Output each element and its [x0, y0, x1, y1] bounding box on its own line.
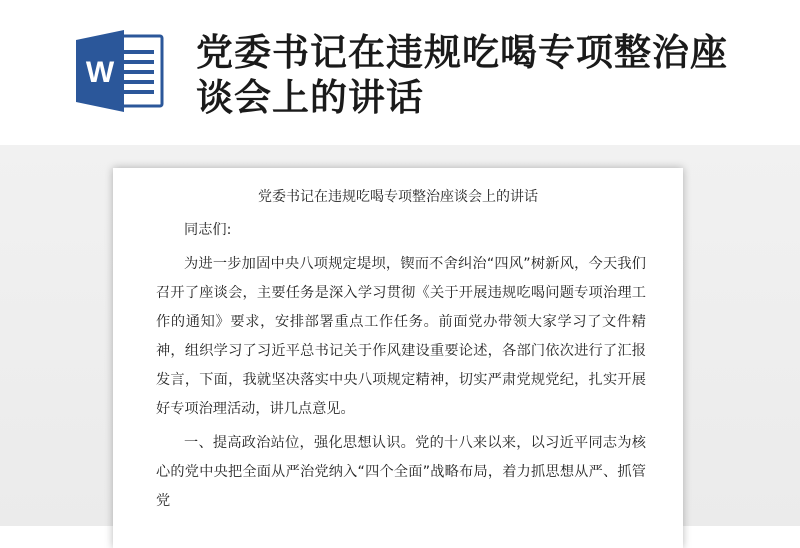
document-title: 党委书记在违规吃喝专项整治座谈会上的讲话: [258, 189, 538, 205]
salutation: 同志们:: [184, 222, 232, 238]
header-banner: [0, 0, 800, 145]
paragraph: 一、提高政治站位，强化思想认识。党的十八来以来，以习近平同志为核心的党中央把全面从严治党纳入“四个全面”战略布局，着力抓思想从严、抓管党: [156, 435, 646, 509]
document-body: [156, 216, 646, 521]
word-document-icon: [76, 30, 164, 112]
icon-letter: W: [85, 56, 115, 89]
page-title: 党委书记在违规吃喝专项整治座谈会上的讲话: [196, 31, 728, 119]
document-page: [113, 168, 683, 548]
paragraph: 为进一步加固中央八项规定堤坝，锲而不舍纠治“四风”树新风，今天我们召开了座谈会，主要任务是深入学习贯彻《关于开展违规吃喝问题专项治理工作的通知》要求，安排部署重点工作任务。前面党办带领大家学习了文件精神，组织学习了习近平总书记关于作风建设重要论述，各部门依次进行了汇报发言，下面，我就坚决落实中央八项规定精神，切实严肃党规党纪，扎实开展好专项治理活动，讲几点意见。: [156, 256, 646, 417]
